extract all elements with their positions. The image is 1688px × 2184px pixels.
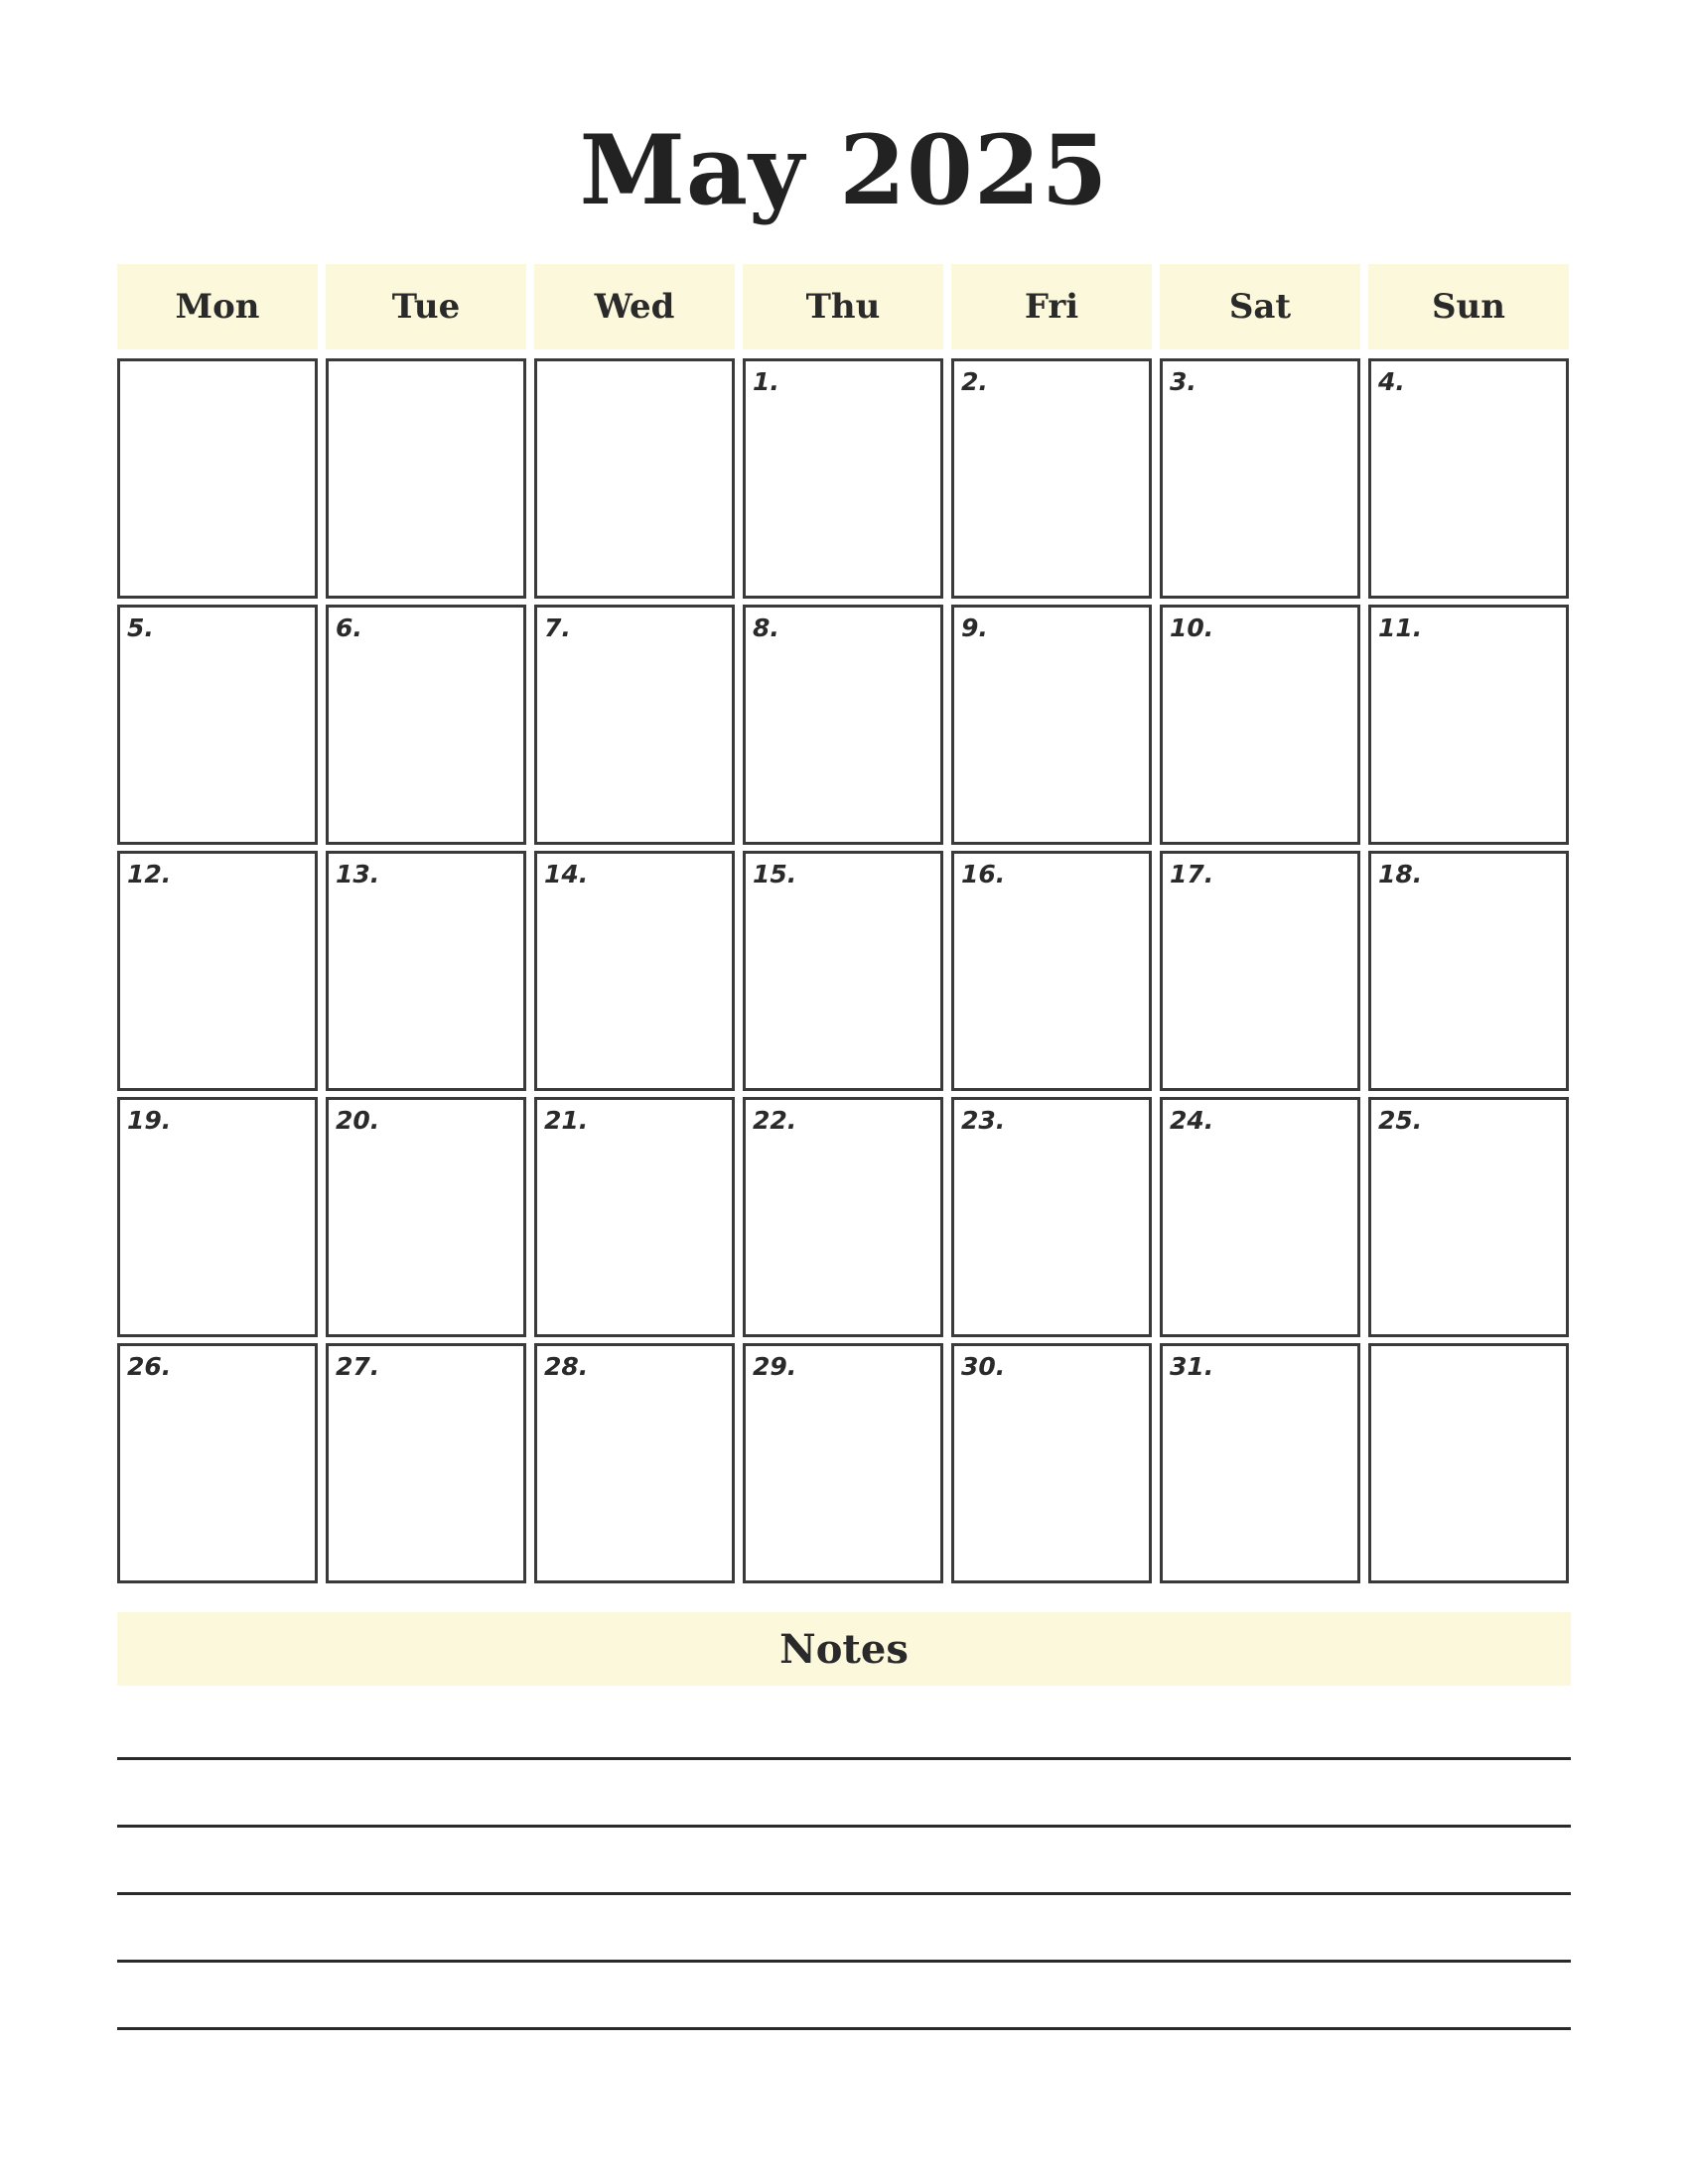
date-number: 5. (127, 614, 154, 642)
note-line[interactable] (117, 1825, 1571, 1828)
day-cell[interactable] (534, 851, 735, 1091)
note-line[interactable] (117, 1960, 1571, 1963)
weekday-header-sun: Sun (1368, 264, 1569, 349)
weekday-header-fri: Fri (951, 264, 1152, 349)
date-number: 1. (753, 367, 779, 396)
date-number: 22. (753, 1106, 797, 1135)
calendar-grid (117, 358, 1571, 1583)
date-number: 25. (1378, 1106, 1423, 1135)
day-cell[interactable] (1368, 1343, 1569, 1583)
weekday-header-row (117, 264, 1571, 349)
day-cell[interactable] (326, 605, 526, 845)
note-line[interactable] (117, 2027, 1571, 2030)
day-cell[interactable] (743, 851, 943, 1091)
day-cell[interactable] (326, 1097, 526, 1337)
date-number: 31. (1170, 1352, 1214, 1381)
weekday-header-wed: Wed (534, 264, 735, 349)
date-number: 26. (127, 1352, 172, 1381)
day-cell[interactable] (534, 605, 735, 845)
day-cell[interactable] (534, 1343, 735, 1583)
day-cell[interactable] (951, 605, 1152, 845)
date-number: 13. (336, 860, 380, 888)
date-number: 18. (1378, 860, 1423, 888)
day-cell[interactable] (326, 851, 526, 1091)
date-number: 23. (961, 1106, 1006, 1135)
date-number: 3. (1170, 367, 1196, 396)
note-line[interactable] (117, 1757, 1571, 1760)
weekday-header-tue: Tue (326, 264, 526, 349)
date-number: 24. (1170, 1106, 1214, 1135)
day-cell[interactable] (1368, 605, 1569, 845)
date-number: 16. (961, 860, 1006, 888)
weekday-header-sat: Sat (1160, 264, 1360, 349)
day-cell[interactable] (743, 358, 943, 599)
date-number: 30. (961, 1352, 1006, 1381)
date-number: 21. (544, 1106, 589, 1135)
day-cell[interactable] (326, 358, 526, 599)
note-line[interactable] (117, 1892, 1571, 1895)
date-number: 14. (544, 860, 589, 888)
date-number: 19. (127, 1106, 172, 1135)
day-cell[interactable] (117, 605, 318, 845)
day-cell[interactable] (1368, 851, 1569, 1091)
day-cell[interactable] (534, 1097, 735, 1337)
day-cell[interactable] (951, 358, 1152, 599)
date-number: 17. (1170, 860, 1214, 888)
day-cell[interactable] (117, 1343, 318, 1583)
day-cell[interactable] (1160, 1097, 1360, 1337)
date-number: 28. (544, 1352, 589, 1381)
weekday-header-thu: Thu (743, 264, 943, 349)
day-cell[interactable] (326, 1343, 526, 1583)
day-cell[interactable] (117, 1097, 318, 1337)
page-title: May 2025 (579, 114, 1109, 226)
day-cell[interactable] (1368, 1097, 1569, 1337)
notes-header: Notes (117, 1612, 1571, 1686)
day-cell[interactable] (1160, 851, 1360, 1091)
day-cell[interactable] (534, 358, 735, 599)
day-cell[interactable] (743, 1343, 943, 1583)
date-number: 6. (336, 614, 362, 642)
weekday-header-mon: Mon (117, 264, 318, 349)
date-number: 20. (336, 1106, 380, 1135)
day-cell[interactable] (1160, 358, 1360, 599)
date-number: 7. (544, 614, 571, 642)
date-number: 27. (336, 1352, 380, 1381)
day-cell[interactable] (951, 1097, 1152, 1337)
date-number: 2. (961, 367, 988, 396)
date-number: 9. (961, 614, 988, 642)
day-cell[interactable] (1160, 605, 1360, 845)
day-cell[interactable] (117, 358, 318, 599)
date-number: 11. (1378, 614, 1423, 642)
day-cell[interactable] (951, 851, 1152, 1091)
day-cell[interactable] (117, 851, 318, 1091)
day-cell[interactable] (743, 1097, 943, 1337)
date-number: 12. (127, 860, 172, 888)
date-number: 15. (753, 860, 797, 888)
date-number: 10. (1170, 614, 1214, 642)
day-cell[interactable] (743, 605, 943, 845)
day-cell[interactable] (1160, 1343, 1360, 1583)
date-number: 29. (753, 1352, 797, 1381)
date-number: 8. (753, 614, 779, 642)
date-number: 4. (1378, 367, 1405, 396)
day-cell[interactable] (1368, 358, 1569, 599)
day-cell[interactable] (951, 1343, 1152, 1583)
